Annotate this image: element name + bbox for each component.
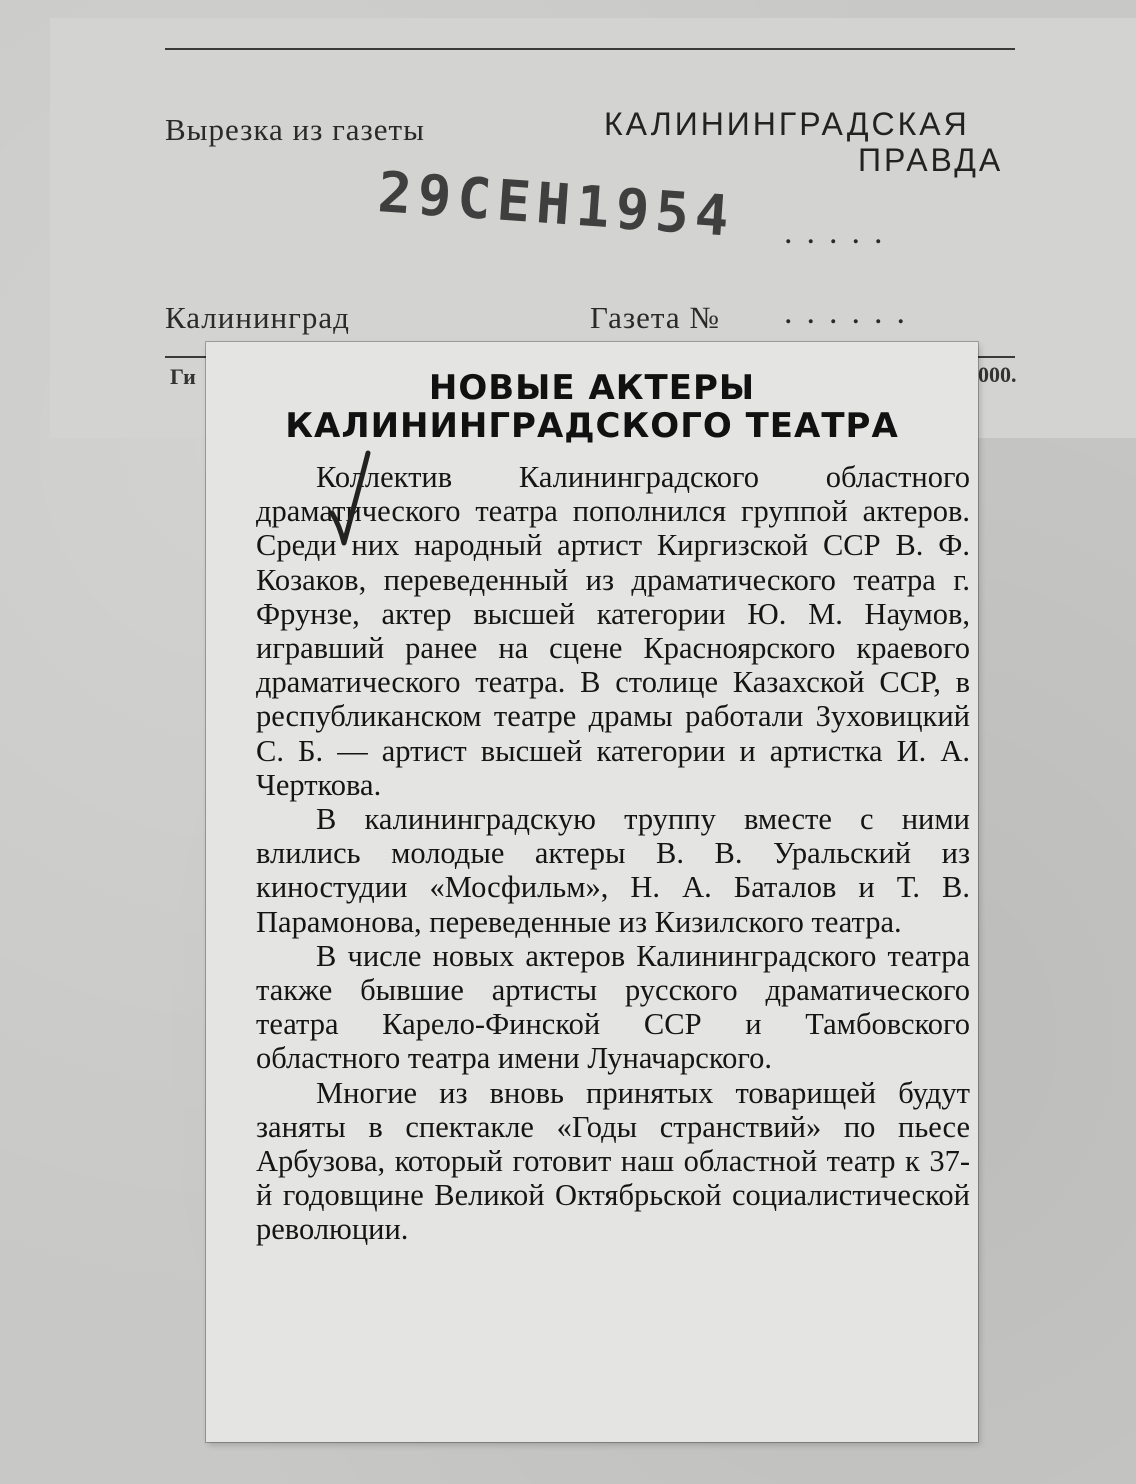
date-stamp: 29СЕН1954 <box>375 160 737 250</box>
issue-label: Газета № <box>590 300 720 335</box>
newspaper-name-line2: ПРАВДА <box>858 142 1004 178</box>
headline-line2: КАЛИНИНГРАДСКОГО ТЕАТРА <box>285 406 899 446</box>
article-paragraph: Многие из вновь принятых товарищей будут заняты в спектакле «Годы странствий» по пьесе Арбузова, который готовит наш областной театр к 37-й годовщине Великой Октябрьской социалистической революции. <box>256 1075 970 1247</box>
date-dots: ..... <box>784 214 897 251</box>
form-partial-text-right: 000. <box>978 362 1017 387</box>
article-paragraph: В калининградскую труппу вместе с ними влились молодые актеры В. В. Уральский из киностудии «Мосфильм», Н. А. Баталов и Т. В. Парамонова, переведенные из Кизилского театра. <box>256 802 970 939</box>
headline-line1: НОВЫЕ АКТЕРЫ <box>428 368 756 408</box>
clipping-label: Вырезка из газеты <box>165 112 425 147</box>
newspaper-clipping <box>206 342 978 1442</box>
issue-dots: ...... <box>784 294 919 331</box>
form-partial-text-left: Ги <box>170 364 196 389</box>
handwritten-check-mark <box>326 447 386 557</box>
article-paragraph: В числе новых актеров Калининградского театра также бывшие артисты русского драматического театра Карело-Финской ССР и Тамбовского областного театра имени Луначарского. <box>256 938 970 1076</box>
newspaper-name-line1: КАЛИНИНГРАДСКАЯ <box>604 106 970 142</box>
article-paragraph: Коллектив Калининградского областного драматического театра пополнился группой актеров. Среди них народный артист Киргизской ССР В. Ф. Козаков, переведенный из драматического театра г. Фрунзе, актер высшей категории Ю. М. Наумов, игравший ранее на сцене Красноярского краевого драматического театра. В столице Казахской ССР, в республиканском театре драмы работали Зуховицкий С. Б. — артист высшей категории и артистка И. А. Черткова. <box>256 460 970 802</box>
article-body <box>256 460 970 1247</box>
city-label: Калининград <box>165 300 350 335</box>
form-top-rule <box>165 48 1015 50</box>
